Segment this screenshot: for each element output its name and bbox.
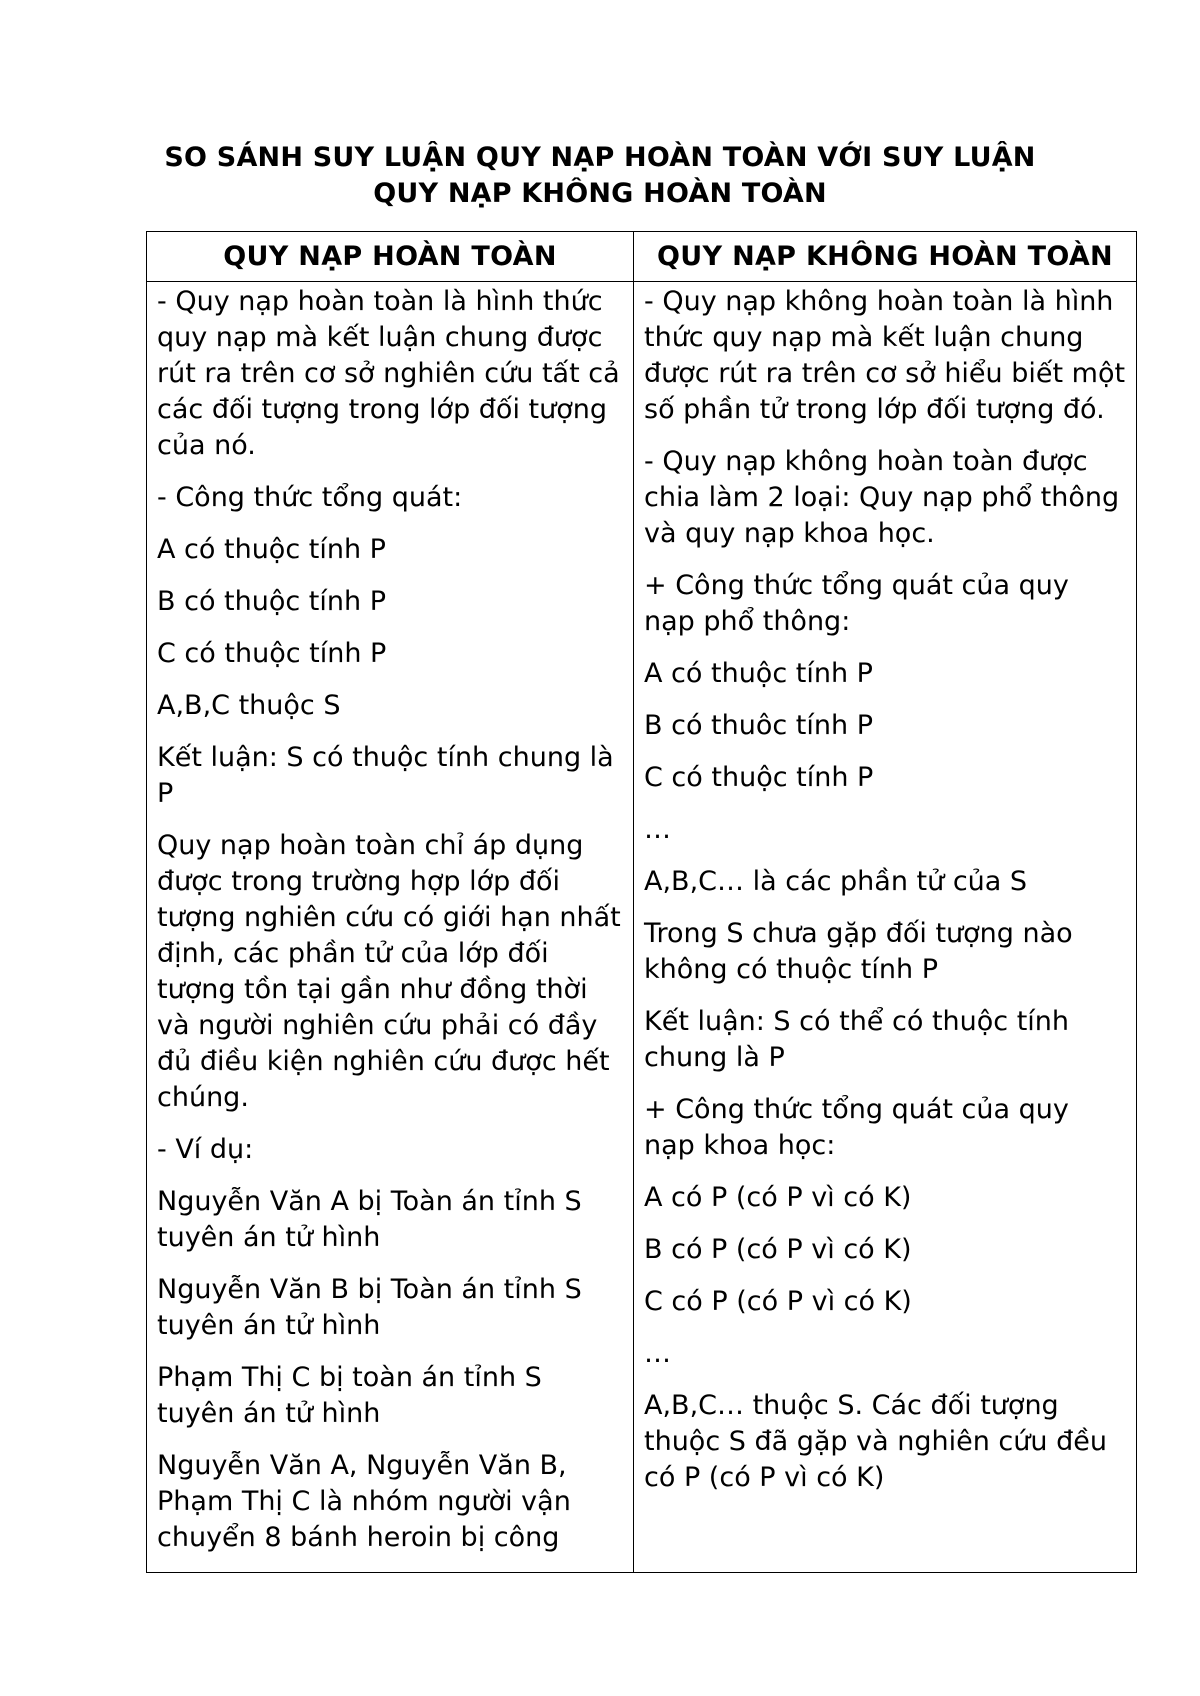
right-column-cell bbox=[634, 282, 1137, 1573]
paragraph: A có thuộc tính P bbox=[157, 534, 386, 565]
paragraph: + Công thức tổng quát của quy nạp khoa học: bbox=[644, 1094, 1069, 1161]
header-complete-induction: QUY NẠP HOÀN TOÀN bbox=[147, 232, 634, 282]
paragraph: C có thuộc tính P bbox=[644, 762, 874, 793]
comparison-table bbox=[146, 231, 1137, 1573]
paragraph: Phạm Thị C bị toàn án tỉnh S tuyên án tử hình bbox=[157, 1362, 542, 1429]
table-header-row bbox=[147, 232, 1137, 282]
left-column-cell bbox=[147, 282, 634, 1573]
paragraph: … bbox=[644, 1338, 671, 1369]
paragraph: - Quy nạp không hoàn toàn là hình thức quy nạp mà kết luận chung được rút ra trên cơ sở hiểu biết một số phần tử trong lớp đối tượng đó. bbox=[644, 286, 1126, 425]
paragraph: A có thuộc tính P bbox=[644, 658, 873, 689]
paragraph: - Công thức tổng quát: bbox=[157, 482, 463, 513]
paragraph: B có thuôc tính P bbox=[644, 710, 873, 741]
paragraph: Trong S chưa gặp đối tượng nào không có thuộc tính P bbox=[644, 918, 1073, 985]
paragraph: + Công thức tổng quát của quy nạp phổ thông: bbox=[644, 570, 1069, 637]
title-line-2: QUY NẠP KHÔNG HOÀN TOÀN bbox=[373, 178, 827, 209]
paragraph: B có P (có P vì có K) bbox=[644, 1234, 912, 1265]
paragraph: … bbox=[644, 814, 671, 845]
paragraph: A,B,C… thuộc S. Các đối tượng thuộc S đã gặp và nghiên cứu đều có P (có P vì có K) bbox=[644, 1390, 1107, 1493]
paragraph: - Quy nạp không hoàn toàn được chia làm 2 loại: Quy nạp phổ thông và quy nạp khoa học. bbox=[644, 446, 1120, 549]
paragraph: C có thuộc tính P bbox=[157, 638, 387, 669]
title-line-1: SO SÁNH SUY LUẬN QUY NẠP HOÀN TOÀN VỚI SUY LUẬN bbox=[164, 142, 1036, 173]
page-title bbox=[130, 140, 1070, 212]
paragraph: Kết luận: S có thuộc tính chung là P bbox=[157, 742, 614, 809]
paragraph: B có thuộc tính P bbox=[157, 586, 386, 617]
paragraph: A,B,C thuộc S bbox=[157, 690, 341, 721]
paragraph: Nguyễn Văn A bị Toàn án tỉnh S tuyên án tử hình bbox=[157, 1186, 582, 1253]
paragraph: - Ví dụ: bbox=[157, 1134, 254, 1165]
paragraph: C có P (có P vì có K) bbox=[644, 1286, 912, 1317]
paragraph: Kết luận: S có thể có thuộc tính chung là P bbox=[644, 1006, 1070, 1073]
paragraph: A,B,C… là các phần tử của S bbox=[644, 866, 1028, 897]
table-row bbox=[147, 282, 1137, 1573]
paragraph: A có P (có P vì có K) bbox=[644, 1182, 912, 1213]
paragraph: Nguyễn Văn B bị Toàn án tỉnh S tuyên án tử hình bbox=[157, 1274, 582, 1341]
header-incomplete-induction: QUY NẠP KHÔNG HOÀN TOÀN bbox=[634, 232, 1137, 282]
paragraph: Nguyễn Văn A, Nguyễn Văn B, Phạm Thị C là nhóm người vận chuyển 8 bánh heroin bị công bbox=[157, 1450, 571, 1553]
paragraph: - Quy nạp hoàn toàn là hình thức quy nạp mà kết luận chung được rút ra trên cơ sở nghiên cứu tất cả các đối tượng trong lớp đối tượng của nó. bbox=[157, 286, 620, 461]
paragraph: Quy nạp hoàn toàn chỉ áp dụng được trong trường hợp lớp đối tượng nghiên cứu có giới hạn nhất định, các phần tử của lớp đối tượng tồn tại gần như đồng thời và người nghiên cứu phải có đầy đủ điều kiện nghiên cứu được hết chúng. bbox=[157, 830, 621, 1113]
